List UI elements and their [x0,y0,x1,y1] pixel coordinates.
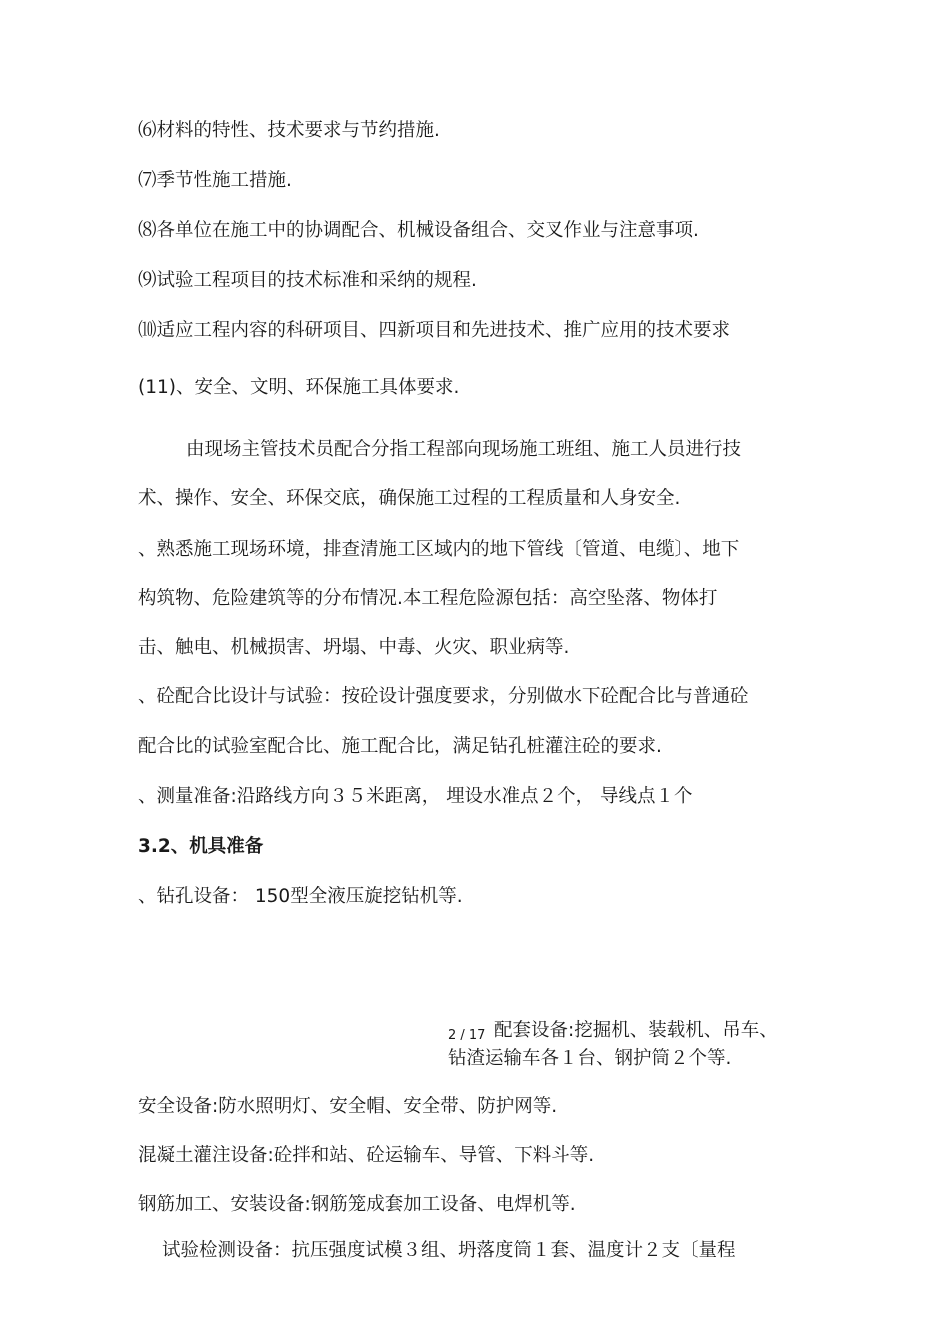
paragraph-line: 由现场主管技术员配合分指工程部向现场施工班组、施工人员进行技 [186,439,742,460]
list-item-10: ⑽适应工程内容的科研项目、四新项目和先进技术、推广应用的技术要求 [138,320,731,341]
paragraph-line: 术、操作、安全、环保交底，确保施工过程的工程质量和人身安全. [138,488,681,509]
paragraph-line: 、砼配合比设计与试验：按砼设计强度要求，分别做水下砼配合比与普通砼 [138,686,749,707]
paragraph-line: 、钻孔设备： 150型全液压旋挖钻机等. [138,886,463,907]
paragraph-line: 钻渣运输车各１台、钢护筒２个等. [448,1048,732,1069]
paragraph-line: 构筑物、危险建筑等的分布情况.本工程危险源包括：高空坠落、物体打 [138,588,718,609]
paragraph-line: 钢筋加工、安装设备:钢筋笼成套加工设备、电焊机等. [138,1194,576,1215]
paragraph-line: 、测量准备:沿路线方向３５米距离， 埋设水准点２个， 导线点１个 [138,786,693,807]
paragraph-line: 配合比的试验室配合比、施工配合比，满足钻孔桩灌注砼的要求. [138,736,662,757]
paragraph-line: 配套设备:挖掘机、装载机、吊车、 [494,1020,778,1041]
list-item-7: ⑺季节性施工措施. [138,170,292,191]
list-item-6: ⑹材料的特性、技术要求与节约措施. [138,120,440,141]
paragraph-line: 击、触电、机械损害、坍塌、中毒、火灾、职业病等. [138,637,570,658]
page-number: 2 / 17 [448,1028,486,1043]
paragraph-line: 试验检测设备：抗压强度试模３组、坍落度筒１套、温度计２支〔量程 [162,1240,736,1261]
section-heading: 3.2、机具准备 [138,836,264,857]
list-item-9: ⑼试验工程项目的技术标准和采纳的规程. [138,270,477,291]
list-item-11: (11)、安全、文明、环保施工具体要求. [138,377,460,398]
paragraph-line: 混凝土灌注设备:砼拌和站、砼运输车、导管、下料斗等. [138,1145,595,1166]
paragraph-line: 、熟悉施工现场环境，排查清施工区域内的地下管线〔管道、电缆〕、地下 [138,539,740,560]
list-item-8: ⑻各单位在施工中的协调配合、机械设备组合、交叉作业与注意事项. [138,220,699,241]
paragraph-line: 安全设备:防水照明灯、安全帽、安全带、防护网等. [138,1096,558,1117]
